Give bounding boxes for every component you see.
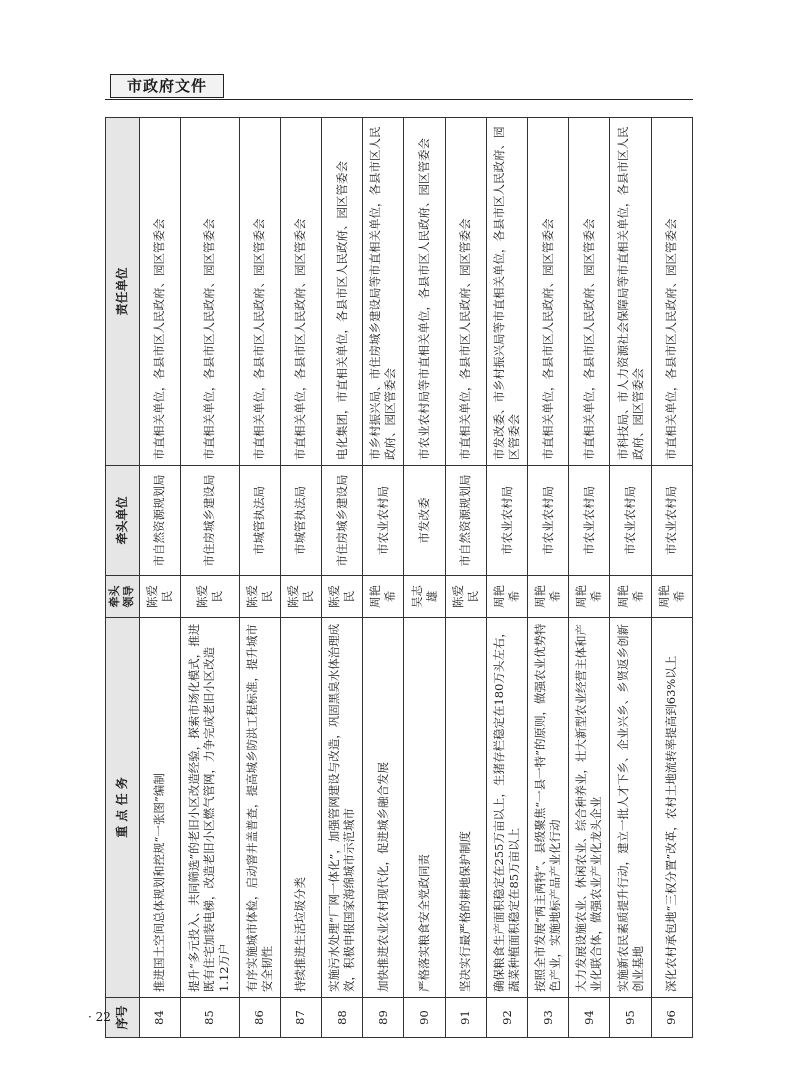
table-row — [445, 118, 486, 1038]
row-leader: 周艳希 — [528, 576, 569, 618]
table-row — [180, 118, 239, 1038]
table-row — [239, 118, 280, 1038]
row-index: 87 — [280, 998, 321, 1038]
col-header-task: 重 点 任 务 — [106, 618, 140, 998]
row-leader: 陈爱民 — [180, 576, 239, 618]
rotated-table — [105, 118, 693, 1038]
row-lead-unit: 市农业农村局 — [486, 466, 527, 576]
row-responsible: 市直相关单位，各县市区人民政府、园区管委会 — [651, 118, 692, 466]
row-leader: 周艳希 — [569, 576, 610, 618]
row-lead-unit: 市城管执法局 — [280, 466, 321, 576]
table-row — [528, 118, 569, 1038]
row-lead-unit: 市农业农村局 — [363, 466, 404, 576]
row-responsible: 市科技局、市人力资源社会保障局等市直相关单位，各县市区人民政府、园区管委会 — [610, 118, 651, 466]
row-responsible: 市乡村振兴局、市住房城乡建设局等市直相关单位，各县市区人民政府、园区管委会 — [363, 118, 404, 466]
row-index: 96 — [651, 998, 692, 1038]
col-header-leader: 牵头领导 — [106, 576, 140, 618]
row-task: 按照全市发展“两主两特”、县级聚焦“一县一特”的原则，做强农业优势特色产业，实施地标产品产业化行动 — [528, 618, 569, 998]
table-row — [322, 118, 363, 1038]
row-leader: 周艳希 — [486, 576, 527, 618]
row-lead-unit: 市自然资源规划局 — [139, 466, 180, 576]
row-responsible: 市直相关单位，各县市区人民政府、园区管委会 — [569, 118, 610, 466]
col-header-index: 序号 — [106, 998, 140, 1038]
row-task: 实施新农民素质提升行动，建立一批人才下乡、企业兴乡、乡贤返乡创新创业基地 — [610, 618, 651, 998]
row-leader: 陈爱民 — [280, 576, 321, 618]
row-leader: 周艳希 — [363, 576, 404, 618]
header-title: 市政府文件 — [110, 74, 224, 98]
row-index: 93 — [528, 998, 569, 1038]
row-task: 深化农村承包地“三权分置”改革，农村土地流转率提高到63%以上 — [651, 618, 692, 998]
header-divider — [105, 99, 693, 100]
col-header-lead-unit: 牵头单位 — [106, 466, 140, 576]
table-container — [105, 118, 693, 1038]
row-leader: 吴志雄 — [404, 576, 445, 618]
row-task: 坚决实行最严格的耕地保护制度 — [445, 618, 486, 998]
row-lead-unit: 市农业农村局 — [528, 466, 569, 576]
row-lead-unit: 市住房城乡建设局 — [180, 466, 239, 576]
row-leader: 周艳希 — [610, 576, 651, 618]
row-task: 推进国土空间总体规划和控规“一张图”编制 — [139, 618, 180, 998]
page-number: · 22 · — [88, 1010, 119, 1024]
row-index: 85 — [180, 998, 239, 1038]
row-lead-unit: 市农业农村局 — [610, 466, 651, 576]
table-row — [363, 118, 404, 1038]
row-responsible: 市直相关单位，各县市区人民政府、园区管委会 — [445, 118, 486, 466]
row-responsible: 市直相关单位，各县市区人民政府、园区管委会 — [239, 118, 280, 466]
row-index: 95 — [610, 998, 651, 1038]
row-leader: 陈爱民 — [239, 576, 280, 618]
row-index: 94 — [569, 998, 610, 1038]
table-header-row — [106, 118, 140, 1038]
row-task: 有序实施城市体检，启动窨井盖普查，提高城乡防洪工程标准，提升城市安全韧性 — [239, 618, 280, 998]
row-task: 提升“多元投入、共同筛选”的老旧小区改造经验，探索市场化模式，推进既有住宅加装电梯，改造老旧小区燃气管网，力争完成老旧小区改造1.12万户 — [180, 618, 239, 998]
row-responsible: 电化集团，市直相关单位，各县市区人民政府、园区管委会 — [322, 118, 363, 466]
row-lead-unit: 市自然资源规划局 — [445, 466, 486, 576]
row-lead-unit: 市农业农村局 — [651, 466, 692, 576]
row-lead-unit: 市发改委 — [404, 466, 445, 576]
row-leader: 周艳希 — [651, 576, 692, 618]
row-index: 84 — [139, 998, 180, 1038]
row-responsible: 市直相关单位，各县市区人民政府、园区管委会 — [180, 118, 239, 466]
row-responsible: 市直相关单位，各县市区人民政府、园区管委会 — [528, 118, 569, 466]
table-row — [610, 118, 651, 1038]
row-responsible: 市农业农村局等市直相关单位，各县市区人民政府、园区管委会 — [404, 118, 445, 466]
row-index: 89 — [363, 998, 404, 1038]
row-task: 实施污水处理“厂网一体化”，加强管网建设与改造，巩固黑臭水体治理成效，积极申报国家海绵城市示范城市 — [322, 618, 363, 998]
row-index: 88 — [322, 998, 363, 1038]
row-lead-unit: 市住房城乡建设局 — [322, 466, 363, 576]
row-lead-unit: 市城管执法局 — [239, 466, 280, 576]
table-row — [139, 118, 180, 1038]
row-task: 大力发展设施农业、休闲农业、综合种养业，壮大新型农业经营主体和产业化联合体，做强农业产业化龙头企业 — [569, 618, 610, 998]
table-row — [280, 118, 321, 1038]
row-responsible: 市发改委、市乡村振兴局等市直相关单位，各县市区人民政府、园区管委会 — [486, 118, 527, 466]
table-row — [486, 118, 527, 1038]
row-lead-unit: 市农业农村局 — [569, 466, 610, 576]
table-row — [569, 118, 610, 1038]
row-responsible: 市直相关单位，各县市区人民政府、园区管委会 — [280, 118, 321, 466]
row-index: 91 — [445, 998, 486, 1038]
table-row — [404, 118, 445, 1038]
row-task: 严格落实粮食安全党政同责 — [404, 618, 445, 998]
row-responsible: 市直相关单位，各县市区人民政府、园区管委会 — [139, 118, 180, 466]
col-header-responsible: 责任单位 — [106, 118, 140, 466]
row-leader: 陈爱民 — [139, 576, 180, 618]
table-row — [651, 118, 692, 1038]
row-task: 持续推进生活垃圾分类 — [280, 618, 321, 998]
row-index: 92 — [486, 998, 527, 1038]
row-task: 确保粮食生产面积稳定在255万亩以上，生猪存栏稳定在180万头左右，蔬菜种植面积稳定在85万亩以上 — [486, 618, 527, 998]
row-index: 86 — [239, 998, 280, 1038]
row-leader: 陈爱民 — [322, 576, 363, 618]
row-task: 加快推进农业农村现代化，促进城乡融合发展 — [363, 618, 404, 998]
row-index: 90 — [404, 998, 445, 1038]
task-table — [105, 117, 693, 1038]
row-leader: 陈爱民 — [445, 576, 486, 618]
